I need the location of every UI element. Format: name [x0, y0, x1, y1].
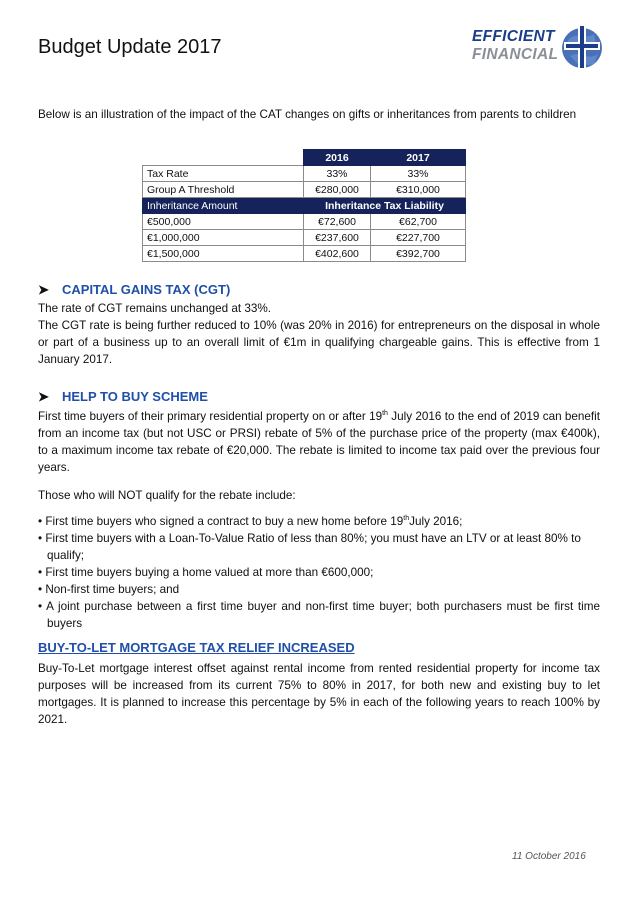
page-title: Budget Update 2017 — [38, 36, 222, 58]
htb-heading-text: HELP TO BUY SCHEME — [62, 389, 208, 404]
amount-cell: €1,500,000 — [143, 246, 304, 262]
list-item — [38, 513, 600, 530]
htb-heading — [38, 389, 208, 405]
table-subheader-row — [143, 198, 466, 214]
bullet1-part-b: July 2016; — [409, 515, 463, 528]
table-row — [143, 246, 466, 262]
amount-cell: €500,000 — [143, 214, 304, 230]
htb-paragraph — [38, 408, 600, 476]
bullet1-sup: th — [403, 515, 410, 523]
liability-2017-cell: €392,700 — [371, 246, 466, 262]
liability-2017-cell: €227,700 — [371, 230, 466, 246]
tax-rate-label: Tax Rate — [143, 166, 304, 182]
htb-paragraph-part-a: First time buyers of their primary residential property on or after 19 — [38, 410, 383, 423]
tax-rate-2016: 33% — [304, 166, 371, 182]
amount-cell: €1,000,000 — [143, 230, 304, 246]
inheritance-amount-header: Inheritance Amount — [143, 198, 304, 214]
liability-2017-cell: €62,700 — [371, 214, 466, 230]
not-qualify-intro: Those who will NOT qualify for the rebate include: — [38, 489, 296, 502]
tax-liability-header: Inheritance Tax Liability — [304, 198, 466, 214]
btl-paragraph: Buy-To-Let mortgage interest offset against rental income from rented residential property for income tax purposes will be increased from its current 75% to 80% in 2017, for both new and existing buy to let mortgages. It is planned to increase this percentage by 5% in each of the following years to reach 100% by 2021. — [38, 662, 600, 726]
liability-2016-cell: €237,600 — [304, 230, 371, 246]
btl-heading: BUY-TO-LET MORTGAGE TAX RELIEF INCREASED — [38, 640, 355, 655]
threshold-2016: €280,000 — [304, 182, 371, 198]
intro-paragraph: Below is an illustration of the impact of the CAT changes on gifts or inheritances from parents to children — [38, 108, 577, 121]
list-item: • First time buyers buying a home valued at more than €600,000; — [38, 566, 374, 579]
htb-paragraph-sup: th — [382, 410, 388, 418]
list-item: • First time buyers with a Loan-To-Value Ratio of less than 80%; you must have an LTV or at least 80% to qualify; — [38, 532, 581, 562]
table-row — [143, 166, 466, 182]
logo-text-financial: FINANCIAL — [472, 46, 559, 63]
htb-paragraph-part-b: July 2016 to the end of 2019 can benefit from an income tax (but not USC or PRSI) rebate of 5% of the purchase price of the property (max €400k), to a maximum income tax rebate of €20,000. The rebate is limited to income tax paid over the previous four years. — [38, 410, 601, 474]
list-item: • Non-first time buyers; and — [38, 583, 180, 596]
arrow-bullet-icon: ➤ — [38, 389, 49, 404]
liability-2016-cell: €402,600 — [304, 246, 371, 262]
table-header-row — [143, 150, 466, 166]
liability-2016-cell: €72,600 — [304, 214, 371, 230]
cgt-heading-text: CAPITAL GAINS TAX (CGT) — [62, 282, 231, 297]
arrow-bullet-icon: ➤ — [38, 282, 49, 297]
cgt-paragraph: The CGT rate is being further reduced to 10% (was 20% in 2016) for entrepreneurs on the disposal in whole or part of a business up to an overall limit of €1m in qualifying chargeable gains. This is effective from 1 January 2017. — [38, 319, 600, 366]
table-header-blank — [143, 150, 304, 166]
table-row — [143, 182, 466, 198]
table-header-2017: 2017 — [371, 150, 466, 166]
not-qualify-list — [38, 513, 600, 632]
globe-cross-icon — [560, 18, 604, 78]
footer-date: 11 October 2016 — [512, 851, 586, 862]
cgt-line1: The rate of CGT remains unchanged at 33%. — [38, 302, 272, 315]
table-row — [143, 214, 466, 230]
logo-text-efficient: EFFICIENT — [472, 28, 555, 45]
efficient-financial-logo — [472, 18, 608, 84]
list-item: • A joint purchase between a first time buyer and non-first time buyer; both purchasers must be first time buyers — [38, 600, 600, 630]
threshold-2017: €310,000 — [371, 182, 466, 198]
cgt-heading — [38, 282, 230, 298]
table-header-2016: 2016 — [304, 150, 371, 166]
tax-rate-2017: 33% — [371, 166, 466, 182]
cat-table — [142, 149, 466, 262]
threshold-label: Group A Threshold — [143, 182, 304, 198]
table-row — [143, 230, 466, 246]
bullet1-part-a: • First time buyers who signed a contract to buy a new home before 19 — [38, 515, 404, 528]
